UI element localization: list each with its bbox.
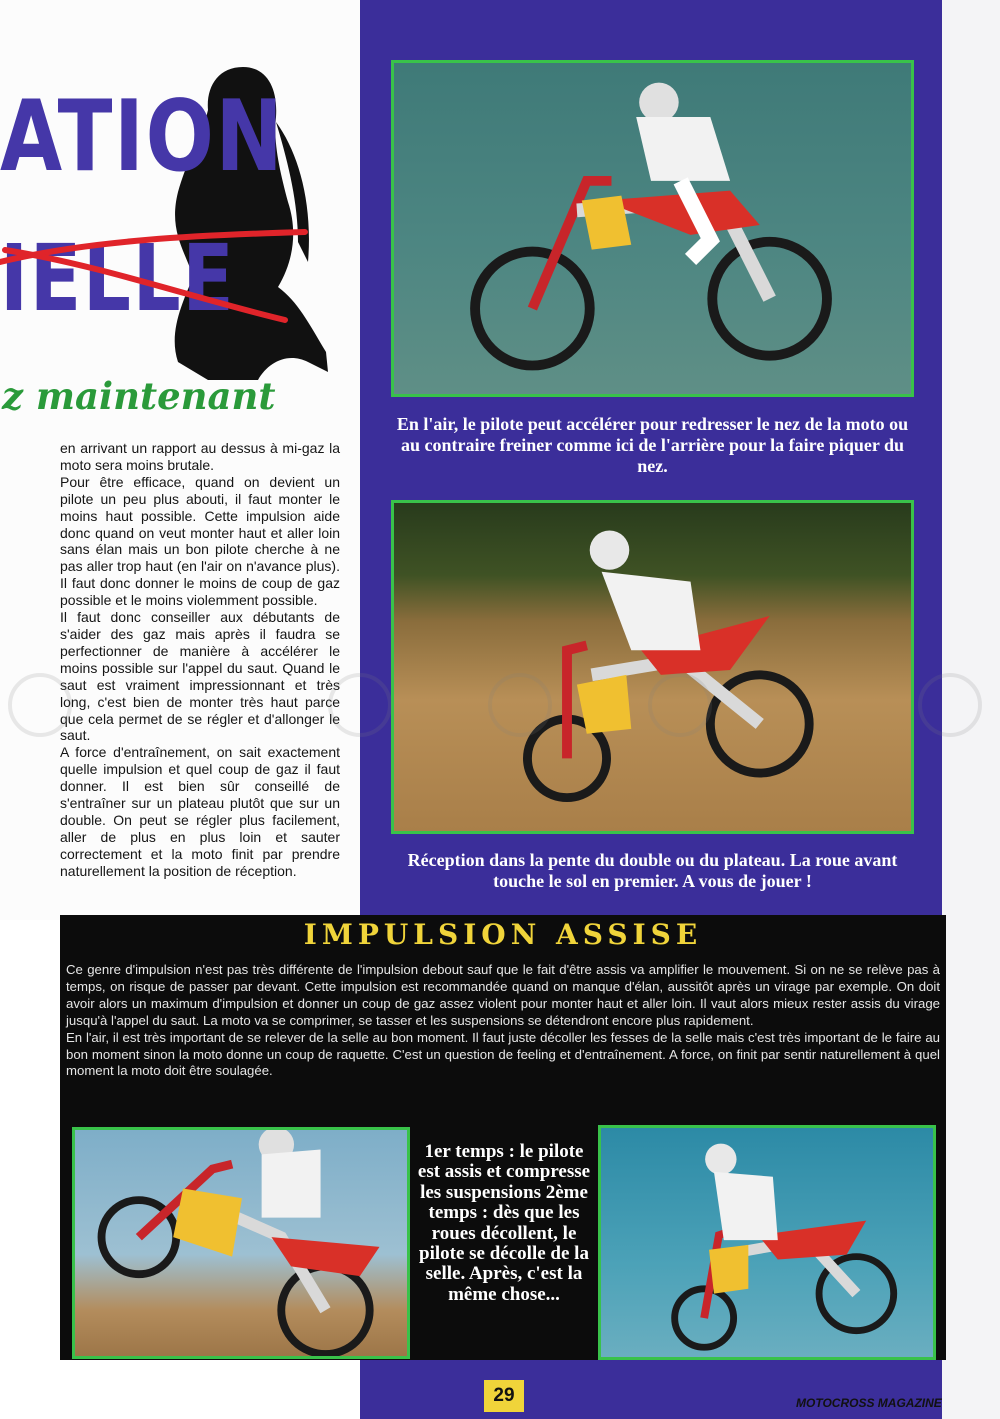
section-title: IMPULSION ASSISE — [303, 918, 703, 951]
photo-1-caption: En l'air, le pilote peut accélérer pour redresser le nez de la moto ou au contraire freiner comme ici de l'arrière pour la faire piquer du nez. — [396, 414, 909, 476]
body-paragraph: Il faut donc conseiller aux débutants de s'aider des gaz mais après il faudra se perfectionner de manière à accélérer le moins possible sur l'appel du saut. Quand le saut est vraiment impressionnant et très long, c'est bien de monter très haut parce que cela permet de se régler et d'allonger le saut. — [60, 609, 340, 744]
photo-seated-compression — [72, 1127, 410, 1359]
photo-rising-from-seat — [598, 1125, 936, 1360]
section-paragraph: Ce genre d'impulsion n'est pas très différente de l'impulsion debout sauf que le fait d'être assis va amplifier le mouvement. Si on ne se relève pas à temps, on risque de passer par devant. Cette impulsion est recommandée quand on manque d'élan, aussitôt après un virage par exemple. On doit avoir alors un maximum d'impulsion et donner un coup de gaz assez violent pour monter haut et aller loin. Il vaut alors mieux rester assis du virage jusqu'à l'appel du saut. La moto va se comprimer, se tasser et les suspensions se détendront encore plus rapidement. — [66, 962, 940, 1028]
body-text-column — [60, 440, 340, 880]
body-paragraph: A force d'entraînement, on sait exactement quelle impulsion et quel coup de gaz il faut donner. Il est bien sûr conseillé de s'entraîner sur un plateau plutôt que sur un double. On peut se régler plus facilement, aller de plus en plus loin et sauter correctement et la moto finit par prendre naturellement la position de réception. — [60, 744, 340, 879]
photo-airborne-rider — [391, 60, 914, 397]
steps-caption: 1er temps : le pilote est assis et compresse les suspensions 2ème temps : dès que les roues décollent, le pilote se décolle de la selle. Après, c'est la même chose... — [417, 1141, 591, 1305]
photo-landing-rider — [391, 500, 914, 834]
headline-line-2: IELLE — [0, 225, 236, 332]
red-cross-scribble — [0, 220, 310, 330]
magazine-name: MOTOCROSS MAGAZINE — [796, 1396, 942, 1410]
page-number: 29 — [484, 1380, 524, 1412]
subheadline: z maintenant — [2, 374, 276, 418]
section-paragraph: En l'air, il est très important de se relever de la selle au bon moment. Il faut juste décoller les fesses de la selle mais c'est très important de le faire au bon moment sinon la moto donne un coup de raquette. C'est un question de feeling et d'entraînement. A force, on finit par sentir naturellement à quel moment la moto doit être soulagée. — [66, 1029, 940, 1079]
section-text — [66, 962, 940, 1080]
body-paragraph: Pour être efficace, quand on devient un pilote un peu plus abouti, il faut monter le moins haut possible. Cette impulsion aide donc quand on veut monter haut et aller loin sans élan mais un bon pilote cherche à ne pas aller trop haut (en l'air on n'avance plus). Il faut donc donner le moins de coup de gaz possible et le moins violemment possible. — [60, 473, 340, 609]
page-edge — [942, 0, 1000, 1419]
photo-2-caption: Réception dans la pente du double ou du plateau. La roue avant touche le sol en premier. A vous de jouer ! — [407, 850, 898, 891]
headline-line-1: ATION — [0, 80, 285, 194]
body-paragraph: en arrivant un rapport au dessus à mi-gaz la moto sera moins brutale. — [60, 440, 340, 473]
